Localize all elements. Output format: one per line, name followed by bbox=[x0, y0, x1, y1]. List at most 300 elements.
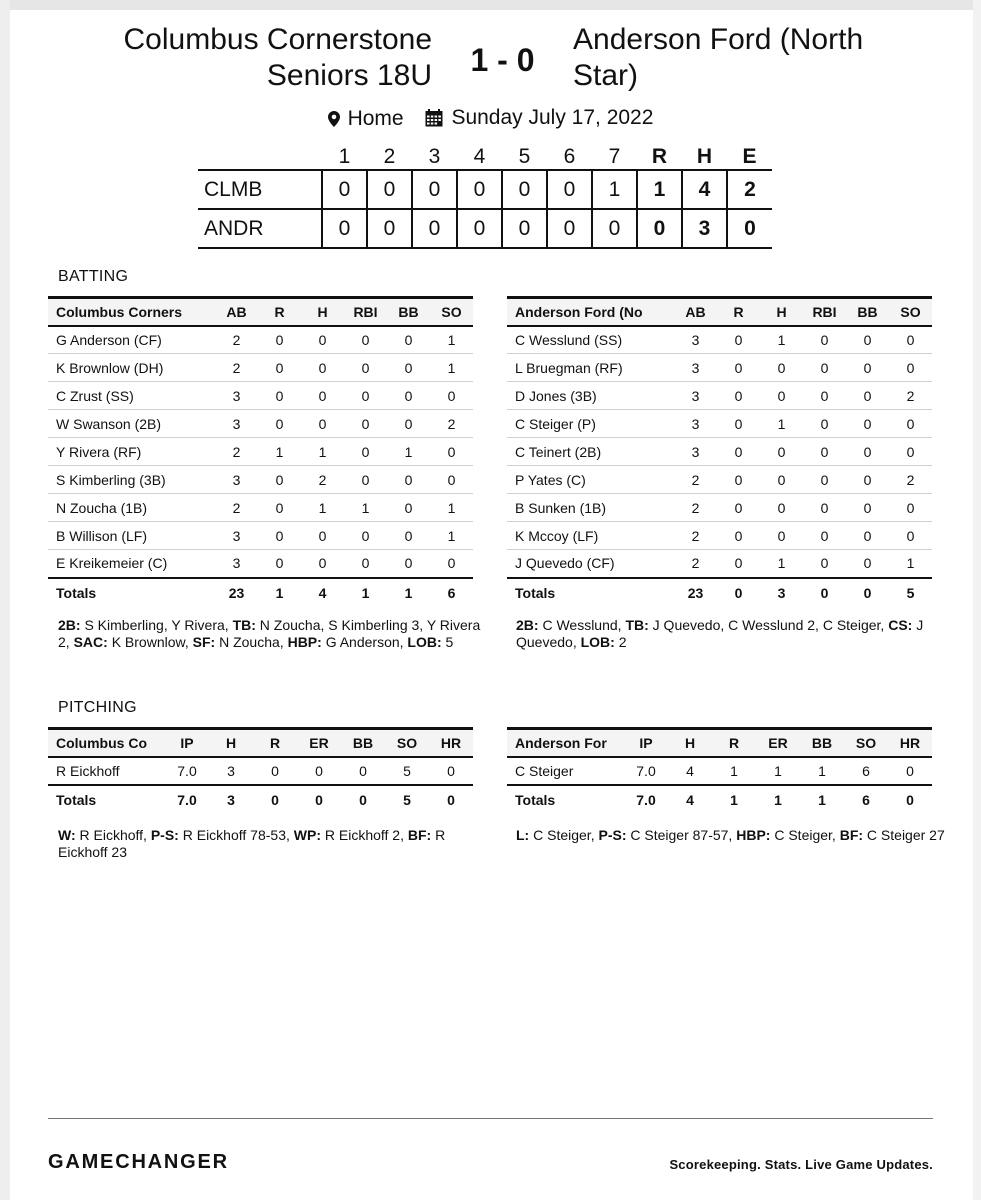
player-name: E Kreikemeier (C) bbox=[48, 550, 215, 578]
player-name: C Zrust (SS) bbox=[48, 382, 215, 410]
stat-cell: 0 bbox=[803, 438, 846, 466]
player-row bbox=[507, 494, 932, 522]
player-name: Y Rivera (RF) bbox=[48, 438, 215, 466]
batting-table-away bbox=[507, 296, 932, 608]
stat-cell: 3 bbox=[674, 354, 717, 382]
stat-cell: 0 bbox=[387, 382, 430, 410]
stat-cell: 2 bbox=[215, 494, 258, 522]
note-label: SF: bbox=[192, 634, 216, 650]
pitching-team-header: Anderson For bbox=[507, 729, 624, 757]
player-row bbox=[507, 757, 932, 785]
player-name: G Anderson (CF) bbox=[48, 326, 215, 354]
stat-cell: 3 bbox=[215, 550, 258, 578]
note-label: SAC: bbox=[73, 634, 108, 650]
note-text: K Brownlow, bbox=[107, 634, 193, 650]
game-meta bbox=[0, 106, 981, 133]
note-label: W: bbox=[58, 827, 76, 843]
stat-cell: 0 bbox=[846, 550, 889, 578]
stat-cell: 0 bbox=[301, 382, 344, 410]
pitching-header-row bbox=[507, 729, 932, 757]
column-header: H bbox=[760, 298, 803, 326]
stat-cell: 0 bbox=[253, 757, 297, 785]
stat-cell: 0 bbox=[344, 438, 387, 466]
stat-cell: 7.0 bbox=[624, 757, 668, 785]
total-cell: 5 bbox=[889, 578, 932, 608]
stat-cell: 1 bbox=[760, 326, 803, 354]
player-name: C Wesslund (SS) bbox=[507, 326, 674, 354]
player-row bbox=[507, 550, 932, 578]
stat-cell: 2 bbox=[889, 466, 932, 494]
date-info bbox=[425, 106, 653, 130]
column-header: SO bbox=[430, 298, 473, 326]
date-text: Sunday July 17, 2022 bbox=[451, 106, 654, 129]
frame-left-edge bbox=[0, 0, 10, 1200]
total-cell: 7.0 bbox=[624, 785, 668, 815]
stat-cell: 0 bbox=[429, 757, 473, 785]
batting-header-row bbox=[48, 298, 473, 326]
stat-cell: 0 bbox=[888, 757, 932, 785]
line-score-table bbox=[198, 144, 772, 249]
line-score-header-row bbox=[198, 144, 772, 170]
column-header: H bbox=[668, 729, 712, 757]
inning-score: 0 bbox=[592, 209, 637, 248]
player-name: W Swanson (2B) bbox=[48, 410, 215, 438]
stat-cell: 0 bbox=[717, 326, 760, 354]
player-row bbox=[48, 410, 473, 438]
stat-cell: 0 bbox=[803, 382, 846, 410]
total-cell: 3 bbox=[760, 578, 803, 608]
column-header: ER bbox=[756, 729, 800, 757]
hits-total: 3 bbox=[682, 209, 727, 248]
player-row bbox=[48, 494, 473, 522]
player-row bbox=[507, 326, 932, 354]
inning-score: 0 bbox=[457, 209, 502, 248]
calendar-icon bbox=[425, 109, 443, 127]
total-cell: 0 bbox=[341, 785, 385, 815]
stat-cell: 0 bbox=[846, 438, 889, 466]
stat-cell: 2 bbox=[301, 466, 344, 494]
stat-cell: 0 bbox=[430, 550, 473, 578]
note-text: G Anderson, bbox=[321, 634, 408, 650]
errors-header: E bbox=[742, 144, 757, 168]
total-cell: 4 bbox=[301, 578, 344, 608]
note-text: 5 bbox=[441, 634, 454, 650]
stat-cell: 0 bbox=[387, 494, 430, 522]
stat-cell: 3 bbox=[674, 438, 717, 466]
stat-cell: 0 bbox=[344, 410, 387, 438]
column-header: R bbox=[258, 298, 301, 326]
stat-cell: 1 bbox=[889, 550, 932, 578]
stat-cell: 0 bbox=[387, 466, 430, 494]
stat-cell: 0 bbox=[344, 326, 387, 354]
inning-header: 4 bbox=[473, 144, 486, 168]
column-header: IP bbox=[624, 729, 668, 757]
stat-cell: 0 bbox=[258, 354, 301, 382]
stat-cell: 0 bbox=[803, 494, 846, 522]
batting-rows-away bbox=[507, 326, 932, 608]
player-name: D Jones (3B) bbox=[507, 382, 674, 410]
player-name: C Teinert (2B) bbox=[507, 438, 674, 466]
stat-cell: 0 bbox=[258, 382, 301, 410]
player-row bbox=[48, 466, 473, 494]
column-header: ER bbox=[297, 729, 341, 757]
total-cell: 0 bbox=[297, 785, 341, 815]
runs-total: 0 bbox=[637, 209, 682, 248]
away-team-name bbox=[573, 22, 953, 94]
line-score-row-home bbox=[198, 170, 772, 209]
stat-cell: 2 bbox=[674, 466, 717, 494]
note-text: J Quevedo, bbox=[516, 617, 924, 650]
player-row bbox=[48, 757, 473, 785]
stat-cell: 0 bbox=[760, 494, 803, 522]
stat-cell: 3 bbox=[674, 326, 717, 354]
stat-cell: 0 bbox=[258, 410, 301, 438]
home-team-name bbox=[80, 22, 432, 94]
player-name: L Bruegman (RF) bbox=[507, 354, 674, 382]
stat-cell: 0 bbox=[889, 438, 932, 466]
player-row bbox=[48, 438, 473, 466]
stat-cell: 0 bbox=[301, 410, 344, 438]
stat-cell: 3 bbox=[209, 757, 253, 785]
batting-header-row bbox=[507, 298, 932, 326]
note-text: J Quevedo, C Wesslund 2, C Steiger, bbox=[648, 617, 889, 633]
stat-cell: 0 bbox=[760, 522, 803, 550]
column-header: H bbox=[209, 729, 253, 757]
batting-rows-home bbox=[48, 326, 473, 608]
gamechanger-logo: GAMECHANGER bbox=[48, 1151, 229, 1173]
note-text: C Steiger, bbox=[529, 827, 599, 843]
pitching-rows-home bbox=[48, 757, 473, 815]
footer-tagline: Scorekeeping. Stats. Live Game Updates. bbox=[669, 1157, 933, 1172]
player-name: N Zoucha (1B) bbox=[48, 494, 215, 522]
totals-label: Totals bbox=[48, 578, 215, 608]
note-text: C Wesslund, bbox=[538, 617, 626, 633]
player-row bbox=[507, 466, 932, 494]
stat-cell: 1 bbox=[756, 757, 800, 785]
stat-cell: 0 bbox=[387, 326, 430, 354]
total-cell: 7.0 bbox=[165, 785, 209, 815]
note-label: P-S: bbox=[598, 827, 627, 843]
total-cell: 0 bbox=[717, 578, 760, 608]
stat-cell: 0 bbox=[803, 326, 846, 354]
totals-label: Totals bbox=[507, 578, 674, 608]
note-label: BF: bbox=[407, 827, 432, 843]
column-header: SO bbox=[385, 729, 429, 757]
stat-cell: 0 bbox=[803, 410, 846, 438]
note-label: BF: bbox=[839, 827, 864, 843]
column-header: IP bbox=[165, 729, 209, 757]
stat-cell: 0 bbox=[889, 354, 932, 382]
errors-total: 0 bbox=[727, 209, 772, 248]
pitching-team-header: Columbus Co bbox=[48, 729, 165, 757]
stat-cell: 3 bbox=[215, 466, 258, 494]
player-name: C Steiger (P) bbox=[507, 410, 674, 438]
total-cell: 1 bbox=[387, 578, 430, 608]
player-name: R Eickhoff bbox=[48, 757, 165, 785]
stat-cell: 3 bbox=[215, 522, 258, 550]
stat-cell: 0 bbox=[344, 354, 387, 382]
stat-cell: 0 bbox=[846, 522, 889, 550]
line-score-team-header bbox=[198, 144, 322, 170]
player-row bbox=[48, 354, 473, 382]
note-label: L: bbox=[516, 827, 530, 843]
stat-cell: 0 bbox=[717, 438, 760, 466]
total-cell: 0 bbox=[846, 578, 889, 608]
stat-cell: 0 bbox=[846, 466, 889, 494]
stat-cell: 0 bbox=[430, 466, 473, 494]
stat-cell: 1 bbox=[430, 522, 473, 550]
stat-cell: 0 bbox=[717, 410, 760, 438]
footer-divider bbox=[48, 1118, 933, 1119]
batting-team-header: Anderson Ford (No bbox=[507, 298, 674, 326]
stat-cell: 6 bbox=[844, 757, 888, 785]
location-text: Home bbox=[347, 107, 404, 130]
stat-cell: 0 bbox=[387, 410, 430, 438]
inning-score: 0 bbox=[412, 170, 457, 209]
stat-cell: 0 bbox=[803, 550, 846, 578]
note-label: WP: bbox=[293, 827, 321, 843]
stat-cell: 0 bbox=[344, 550, 387, 578]
hits-header: H bbox=[696, 144, 713, 168]
pitching-notes-home bbox=[58, 827, 488, 861]
stat-cell: 1 bbox=[800, 757, 844, 785]
stat-cell: 0 bbox=[846, 326, 889, 354]
pitching-header-row bbox=[48, 729, 473, 757]
inning-header: 2 bbox=[383, 144, 396, 168]
stat-cell: 2 bbox=[889, 382, 932, 410]
stat-cell: 1 bbox=[301, 438, 344, 466]
pitching-rows-away bbox=[507, 757, 932, 815]
totals-row bbox=[48, 578, 473, 608]
batting-table-home bbox=[48, 296, 473, 608]
stat-cell: 1 bbox=[258, 438, 301, 466]
stat-cell: 0 bbox=[889, 494, 932, 522]
stat-cell: 0 bbox=[717, 354, 760, 382]
inning-score: 0 bbox=[502, 209, 547, 248]
inning-score: 0 bbox=[547, 170, 592, 209]
stat-cell: 0 bbox=[341, 757, 385, 785]
away-team-name-line2: Star) bbox=[573, 59, 639, 92]
note-label: HBP: bbox=[287, 634, 322, 650]
stat-cell: 1 bbox=[387, 438, 430, 466]
player-name: K Mccoy (LF) bbox=[507, 522, 674, 550]
pitching-table-away bbox=[507, 727, 932, 815]
player-row bbox=[507, 410, 932, 438]
stat-cell: 0 bbox=[803, 466, 846, 494]
stat-cell: 0 bbox=[846, 494, 889, 522]
stat-cell: 0 bbox=[258, 522, 301, 550]
stat-cell: 0 bbox=[301, 354, 344, 382]
total-cell: 4 bbox=[668, 785, 712, 815]
total-cell: 1 bbox=[712, 785, 756, 815]
stat-cell: 0 bbox=[717, 494, 760, 522]
total-cell: 23 bbox=[215, 578, 258, 608]
stat-cell: 0 bbox=[717, 466, 760, 494]
player-row bbox=[48, 550, 473, 578]
batting-notes-away bbox=[516, 617, 946, 651]
note-label: TB: bbox=[625, 617, 649, 633]
stat-cell: 2 bbox=[215, 326, 258, 354]
runs-header: R bbox=[651, 144, 668, 168]
stat-cell: 2 bbox=[674, 522, 717, 550]
total-cell: 0 bbox=[888, 785, 932, 815]
inning-score: 0 bbox=[412, 209, 457, 248]
stat-cell: 0 bbox=[387, 550, 430, 578]
stat-cell: 1 bbox=[301, 494, 344, 522]
note-label: P-S: bbox=[150, 827, 179, 843]
column-header: R bbox=[712, 729, 756, 757]
totals-row bbox=[507, 578, 932, 608]
frame-top-edge bbox=[0, 0, 981, 10]
note-text: C Steiger 87-57, bbox=[626, 827, 737, 843]
note-text: R Eickhoff 78-53, bbox=[178, 827, 294, 843]
away-team-name-line1: Anderson Ford (North bbox=[573, 23, 864, 56]
column-header: AB bbox=[215, 298, 258, 326]
stat-cell: 0 bbox=[344, 466, 387, 494]
player-row bbox=[507, 438, 932, 466]
stat-cell: 3 bbox=[215, 382, 258, 410]
stat-cell: 0 bbox=[846, 354, 889, 382]
column-header: SO bbox=[844, 729, 888, 757]
stat-cell: 0 bbox=[889, 326, 932, 354]
batting-team-header: Columbus Corners bbox=[48, 298, 215, 326]
column-header: BB bbox=[387, 298, 430, 326]
stat-cell: 0 bbox=[344, 522, 387, 550]
stat-cell: 0 bbox=[717, 522, 760, 550]
note-label: CS: bbox=[888, 617, 913, 633]
note-label: LOB: bbox=[407, 634, 442, 650]
player-name: K Brownlow (DH) bbox=[48, 354, 215, 382]
total-cell: 23 bbox=[674, 578, 717, 608]
stat-cell: 0 bbox=[430, 438, 473, 466]
column-header: AB bbox=[674, 298, 717, 326]
inning-score: 0 bbox=[502, 170, 547, 209]
player-row bbox=[48, 522, 473, 550]
pitching-section-title: PITCHING bbox=[58, 699, 137, 716]
inning-header: 7 bbox=[608, 144, 621, 168]
stat-cell: 0 bbox=[803, 354, 846, 382]
inning-score: 0 bbox=[367, 209, 412, 248]
column-header: BB bbox=[800, 729, 844, 757]
inning-score: 0 bbox=[547, 209, 592, 248]
player-row bbox=[48, 382, 473, 410]
errors-total: 2 bbox=[727, 170, 772, 209]
inning-score: 0 bbox=[457, 170, 502, 209]
note-text: R Eickhoff 23 bbox=[58, 827, 446, 860]
totals-label: Totals bbox=[507, 785, 624, 815]
note-text: 2 bbox=[614, 634, 627, 650]
line-score-row-away bbox=[198, 209, 772, 248]
player-name: B Willison (LF) bbox=[48, 522, 215, 550]
stat-cell: 0 bbox=[803, 522, 846, 550]
final-score: 1 - 0 bbox=[470, 42, 535, 78]
stat-cell: 0 bbox=[258, 494, 301, 522]
stat-cell: 4 bbox=[668, 757, 712, 785]
line-score-team: ANDR bbox=[198, 209, 322, 248]
total-cell: 6 bbox=[430, 578, 473, 608]
game-header bbox=[0, 22, 981, 102]
stat-cell: 2 bbox=[215, 438, 258, 466]
stat-cell: 1 bbox=[712, 757, 756, 785]
pitching-table-home bbox=[48, 727, 473, 815]
stat-cell: 0 bbox=[889, 522, 932, 550]
inning-score: 0 bbox=[367, 170, 412, 209]
totals-row bbox=[507, 785, 932, 815]
pitching-notes-away bbox=[516, 827, 946, 844]
note-text: N Zoucha, S Kimberling 3, Y Rivera 2, bbox=[58, 617, 481, 650]
stat-cell: 0 bbox=[760, 382, 803, 410]
inning-score: 1 bbox=[592, 170, 637, 209]
stat-cell: 0 bbox=[889, 410, 932, 438]
inning-score: 0 bbox=[322, 170, 367, 209]
player-name: J Quevedo (CF) bbox=[507, 550, 674, 578]
stat-cell: 0 bbox=[387, 522, 430, 550]
inning-header: 1 bbox=[338, 144, 351, 168]
column-header: BB bbox=[341, 729, 385, 757]
line-score-team: CLMB bbox=[198, 170, 322, 209]
note-text: R Eickhoff, bbox=[75, 827, 151, 843]
inning-header: 6 bbox=[563, 144, 576, 168]
column-header: HR bbox=[888, 729, 932, 757]
total-cell: 1 bbox=[800, 785, 844, 815]
frame-right-edge bbox=[973, 0, 981, 1200]
player-name: S Kimberling (3B) bbox=[48, 466, 215, 494]
column-header: R bbox=[253, 729, 297, 757]
column-header: BB bbox=[846, 298, 889, 326]
note-text: R Eickhoff 2, bbox=[320, 827, 408, 843]
stat-cell: 1 bbox=[430, 326, 473, 354]
note-text: S Kimberling, Y Rivera, bbox=[80, 617, 233, 633]
note-text: N Zoucha, bbox=[215, 634, 288, 650]
player-name: P Yates (C) bbox=[507, 466, 674, 494]
inning-header: 3 bbox=[428, 144, 441, 168]
home-team-name-line2: Seniors 18U bbox=[266, 59, 432, 92]
stat-cell: 3 bbox=[674, 382, 717, 410]
total-cell: 0 bbox=[253, 785, 297, 815]
stat-cell: 0 bbox=[717, 550, 760, 578]
column-header: RBI bbox=[344, 298, 387, 326]
runs-total: 1 bbox=[637, 170, 682, 209]
stat-cell: 1 bbox=[430, 494, 473, 522]
stat-cell: 2 bbox=[674, 494, 717, 522]
total-cell: 0 bbox=[429, 785, 473, 815]
stat-cell: 0 bbox=[258, 466, 301, 494]
column-header: RBI bbox=[803, 298, 846, 326]
stat-cell: 2 bbox=[674, 550, 717, 578]
stat-cell: 3 bbox=[674, 410, 717, 438]
column-header: R bbox=[717, 298, 760, 326]
note-label: TB: bbox=[232, 617, 256, 633]
stat-cell: 1 bbox=[760, 410, 803, 438]
stat-cell: 0 bbox=[760, 438, 803, 466]
total-cell: 5 bbox=[385, 785, 429, 815]
note-label: LOB: bbox=[580, 634, 615, 650]
stat-cell: 0 bbox=[344, 382, 387, 410]
batting-notes-home bbox=[58, 617, 488, 651]
stat-cell: 0 bbox=[258, 326, 301, 354]
player-row bbox=[507, 354, 932, 382]
stat-cell: 0 bbox=[297, 757, 341, 785]
stat-cell: 0 bbox=[387, 354, 430, 382]
column-header: SO bbox=[889, 298, 932, 326]
inning-score: 0 bbox=[322, 209, 367, 248]
player-row bbox=[507, 522, 932, 550]
totals-label: Totals bbox=[48, 785, 165, 815]
stat-cell: 2 bbox=[430, 410, 473, 438]
total-cell: 1 bbox=[344, 578, 387, 608]
total-cell: 6 bbox=[844, 785, 888, 815]
totals-row bbox=[48, 785, 473, 815]
